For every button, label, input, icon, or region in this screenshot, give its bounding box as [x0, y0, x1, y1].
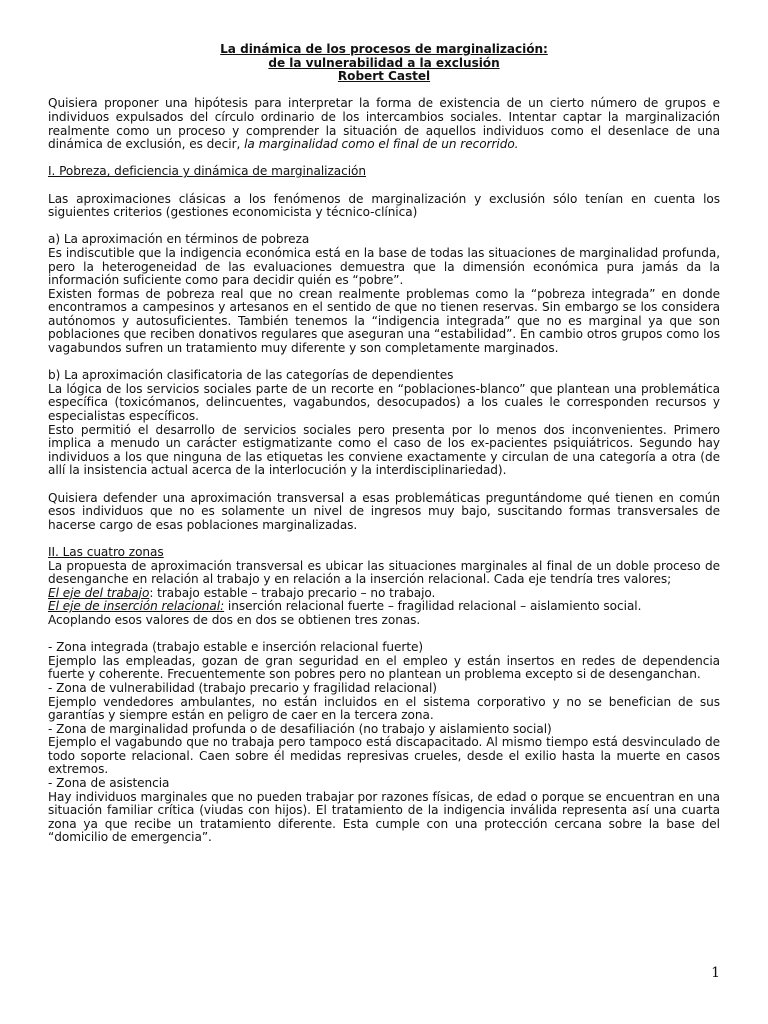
- zone-marginality-text: Ejemplo el vagabundo que no trabaja pero tampoco está discapacitado. Al mismo tiempo está desvinculado de todo soporte relacional. Caen sobre él medidas represivas crueles, desde el exilio hasta la muerte en casos extremos.: [48, 735, 720, 777]
- title-line-2: de la vulnerabilidad a la exclusión: [268, 55, 500, 70]
- title-line-1: La dinámica de los procesos de marginalización:: [220, 42, 548, 56]
- subsection-b-title: b) La aproximación clasificatoria de las categorías de dependientes: [48, 368, 454, 383]
- section1-closing: Quisiera defender una aproximación transversal a esas problemáticas preguntándome qué tienen en común esos individuos que no es solamente un nivel de ingresos muy bajo, suscitando formas transversales de hacerse cargo de esas poblaciones marginalizadas.: [48, 490, 720, 532]
- zone-assistance-title: - Zona de asistencia: [48, 776, 170, 791]
- author: Robert Castel: [337, 69, 431, 84]
- zone-vulnerability-text: Ejemplo vendedores ambulantes, no están incluidos en el sistema corporativo y no se benefician de sus garantías y siempre están en peligro de caer en la tercera zona.: [48, 694, 720, 723]
- subsection-a-paragraph-1: Es indiscutible que la indigencia económica está en la base de todas las situaciones de marginalidad profunda, pero la heterogeneidad de las evaluaciones demuestra que la dimensión económica pura jamás da la información suficiente como para decidir quién es “pobre”.: [48, 245, 720, 288]
- axis-relational-text: inserción relacional fuerte – fragilidad relacional – aislamiento social.: [224, 599, 642, 614]
- intro-paragraph: [48, 97, 720, 151]
- page-number: 1: [711, 965, 720, 981]
- section1-heading: I. Pobreza, deficiencia y dinámica de marginalización: [48, 164, 366, 179]
- axis-work-line: [48, 587, 720, 601]
- zone-integrated-title: - Zona integrada (trabajo estable e inserción relacional fuerte): [48, 640, 424, 655]
- zone-vulnerability-title: - Zona de vulnerabilidad (trabajo precario y fragilidad relacional): [48, 680, 437, 695]
- intro-italic: la marginalidad como el final de un recorrido.: [244, 137, 519, 152]
- subsection-b-paragraph-1: La lógica de los servicios sociales parte de un recorte en “poblaciones-blanco” que plantean una problemática específica (toxicómanos, delincuentes, vagabundos, desocupados) a los cuales le corresponden recursos y especialistas específicos.: [48, 381, 720, 424]
- section1-intro: Las aproximaciones clásicas a los fenómenos de marginalización y exclusión sólo tenían en cuenta los siguientes criterios (gestiones economicista y técnico-clínica): [48, 191, 720, 220]
- axis-work-text: : trabajo estable – trabajo precario – no trabajo.: [149, 585, 436, 600]
- section2-heading: II. Las cuatro zonas: [48, 544, 164, 559]
- axis-work-label: El eje del trabajo: [48, 585, 150, 600]
- subsection-a-paragraph-2: Existen formas de pobreza real que no crean realmente problemas como la “pobreza integrada” en donde encontramos a campesinos y artesanos en el sentido de que no tienen reservas. Sin embargo se los considera autónomos y autosuficientes. También tenemos la “indigencia integrada” que no es marginal ya que son poblaciones que reciben donativos regulares que aseguran una “estabilidad”. En cambio otros grupos como los vagabundos sufren un tratamiento muy diferente y son completamente marginados.: [48, 286, 720, 356]
- section2-paragraph-1: La propuesta de aproximación transversal es ubicar las situaciones marginales al final de un doble proceso de desenganche en relación al trabajo y en relación a la inserción relacional. Cada eje tendría tres valores;: [48, 558, 720, 587]
- axis-relational-label: El eje de inserción relacional:: [48, 599, 225, 614]
- zone-assistance-text: Hay individuos marginales que no pueden trabajar por razones físicas, de edad o porque se encuentran en una situación familiar crítica (viudas con hijos). El tratamiento de la indigencia inválida representa así una cuarta zona ya que recibe un tratamiento diferente. Esta cumple con una protección cercana sobre la base del “domicilio de emergencia”.: [48, 789, 720, 845]
- zone-integrated-text: Ejemplo las empleadas, gozan de gran seguridad en el empleo y están insertos en redes de dependencia fuerte y coherente. Frecuentemente son pobres pero no plantean un problema excepto si de desenganchan.: [48, 653, 720, 682]
- zone-marginality-title: - Zona de marginalidad profunda o de desafiliación (no trabajo y aislamiento social): [48, 721, 552, 736]
- subsection-b-paragraph-2: Esto permitió el desarrollo de servicios sociales pero presenta por lo menos dos inconvenientes. Primero implica a menudo un carácter estigmatizante como el caso de los ex-pacientes psiquiátricos. Segundo hay individuos a los que ninguna de las etiquetas les conviene exactamente y circulan de una categoría a otra (de allí la insistencia actual acerca de la interlocución y la interdisciplinariedad).: [48, 422, 720, 478]
- subsection-a-title: a) La aproximación en términos de pobreza: [48, 232, 310, 247]
- section2-paragraph-2: Acoplando esos valores de dos en dos se obtienen tres zonas.: [48, 612, 421, 627]
- intro-text: Quisiera proponer una hipótesis para interpretar la forma de existencia de un cierto número de grupos e individuos expulsados del círculo ordinario de los intercambios sociales. Intentar captar la marginalización realmente como un proceso y comprender la situación de aquellos individuos como el desenlace de una dinámica de exclusión, es decir,: [48, 96, 720, 152]
- axis-relational-line: [48, 600, 720, 614]
